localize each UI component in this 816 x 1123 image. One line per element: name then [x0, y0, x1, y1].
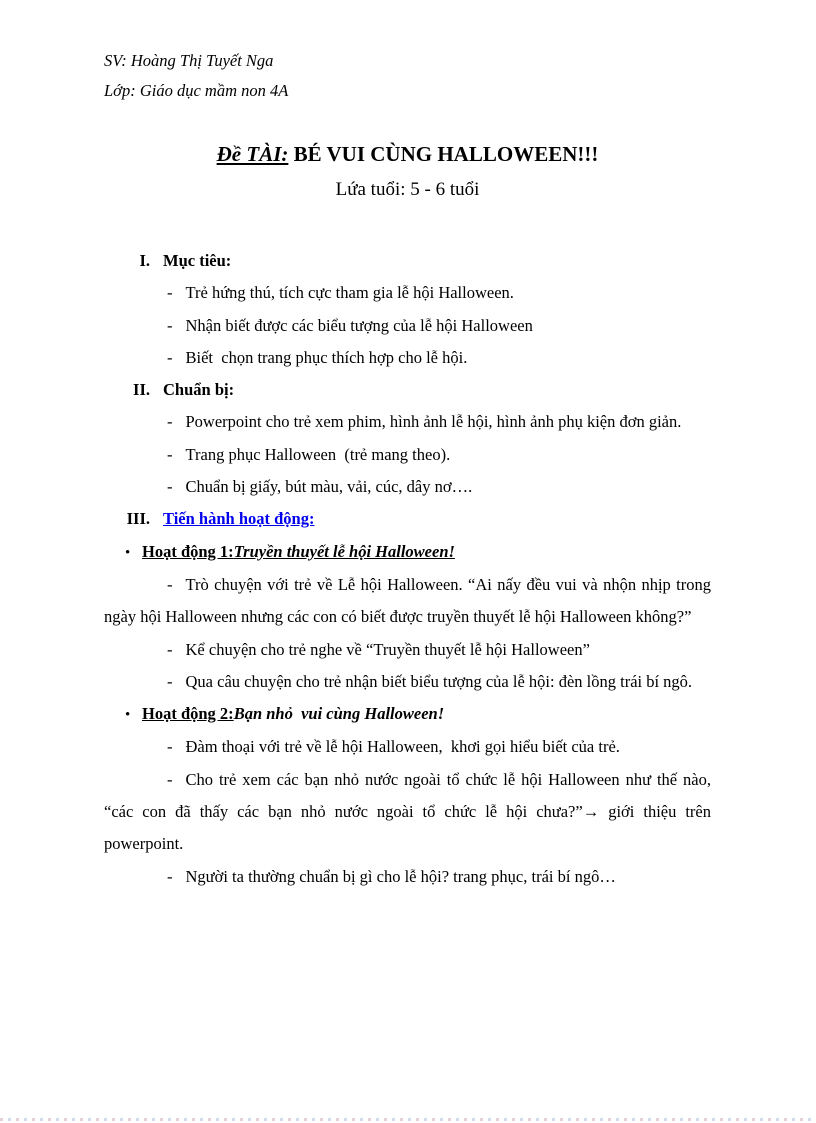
dash-marker: - — [167, 444, 173, 464]
section-title: Mục tiêu: — [163, 251, 232, 270]
title-text: BÉ VUI CÙNG HALLOWEEN!!! — [288, 142, 599, 166]
objective-item-2 — [104, 310, 711, 342]
activity-2-item-3 — [104, 861, 711, 893]
section-heading-1 — [104, 245, 711, 277]
item-text: Qua câu chuyện cho trẻ nhận biết biểu tượng của lễ hội: đèn lồng trái bí ngô. — [185, 671, 693, 691]
activity-1-item-1 — [104, 569, 711, 634]
activity-label: Hoạt động 1: — [142, 541, 234, 561]
doc-title — [104, 142, 711, 166]
section-numeral: III. — [126, 509, 150, 529]
page-break-divider — [0, 1118, 816, 1121]
objective-item-1 — [104, 277, 711, 309]
item-text: Nhận biết được các biểu tượng của lễ hội Halloween — [185, 315, 533, 335]
dash-marker: - — [167, 283, 173, 303]
title-label: Đề TÀI: — [216, 142, 289, 166]
prep-item-1 — [104, 406, 711, 438]
dash-marker: - — [167, 412, 173, 432]
student-line: SV: Hoàng Thị Tuyết Nga — [104, 51, 274, 70]
bullet-marker: • — [125, 707, 131, 724]
dash-marker: - — [167, 347, 173, 367]
activity-1-item-2 — [104, 634, 711, 666]
doc-header — [104, 46, 711, 106]
dash-marker: - — [167, 574, 173, 594]
item-text: Trò chuyện với trẻ về Lễ hội Halloween. “Ai nấy đều vui và nhộn nhịp trong ngày hội Halloween nhưng các con có biết được truyền thuyết lễ hội Halloween không?” — [104, 574, 711, 627]
dash-marker: - — [167, 639, 173, 659]
dash-marker: - — [167, 477, 173, 497]
activity-label: Hoạt động 2: — [142, 704, 234, 724]
item-text: Trẻ hứng thú, tích cực tham gia lễ hội Halloween. — [185, 283, 514, 303]
activity-2-heading — [104, 698, 711, 731]
bullet-marker: • — [125, 544, 131, 561]
item-text: Powerpoint cho trẻ xem phim, hình ảnh lễ hội, hình ảnh phụ kiện đơn giản. — [185, 412, 682, 432]
activity-1-heading — [104, 536, 711, 569]
dash-marker: - — [167, 315, 173, 335]
age-subtitle: Lứa tuổi: 5 - 6 tuổi — [335, 179, 480, 200]
dash-marker: - — [167, 671, 173, 691]
section-numeral: II. — [133, 380, 150, 400]
activity-2-item-1 — [104, 731, 711, 763]
objective-item-3 — [104, 342, 711, 374]
dash-marker: - — [167, 737, 173, 757]
section-title-link: Tiến hành hoạt động: — [163, 509, 315, 529]
activity-2-item-2 — [104, 764, 711, 861]
item-text: Kể chuyện cho trẻ nghe về “Truyền thuyết lễ hội Halloween” — [185, 639, 590, 659]
prep-item-3 — [104, 471, 711, 503]
doc-body — [104, 245, 711, 893]
section-title: Chuẩn bị: — [163, 380, 235, 400]
item-text: Cho trẻ xem các bạn nhỏ nước ngoài tổ chức lễ hội Halloween như thế nào, “các con đã thấy các bạn nhỏ nước ngoài tổ chức lễ hội chưa?”→ giới thiệu trên powerpoint. — [104, 769, 711, 854]
section-heading-3 — [104, 503, 711, 535]
section-numeral: I. — [139, 251, 150, 270]
item-text: Biết chọn trang phục thích hợp cho lễ hội. — [185, 347, 468, 367]
item-text: Đàm thoại với trẻ về lễ hội Halloween, khơi gọi hiểu biết của trẻ. — [185, 737, 620, 757]
activity-title: Truyền thuyết lễ hội Halloween! — [233, 541, 455, 561]
dash-marker: - — [167, 769, 173, 789]
activity-1-item-3 — [104, 666, 711, 698]
item-text: Chuẩn bị giấy, bút màu, vải, cúc, dây nơ…. — [185, 477, 473, 497]
dash-marker: - — [167, 866, 173, 886]
activity-title: Bạn nhỏ vui cùng Halloween! — [233, 704, 445, 724]
section-heading-2 — [104, 374, 711, 406]
class-line: Lớp: Giáo dục mầm non 4A — [104, 81, 289, 100]
item-text: Trang phục Halloween (trẻ mang theo). — [185, 444, 451, 464]
prep-item-2 — [104, 439, 711, 471]
item-text: Người ta thường chuẩn bị gì cho lễ hội? trang phục, trái bí ngô… — [185, 866, 616, 886]
